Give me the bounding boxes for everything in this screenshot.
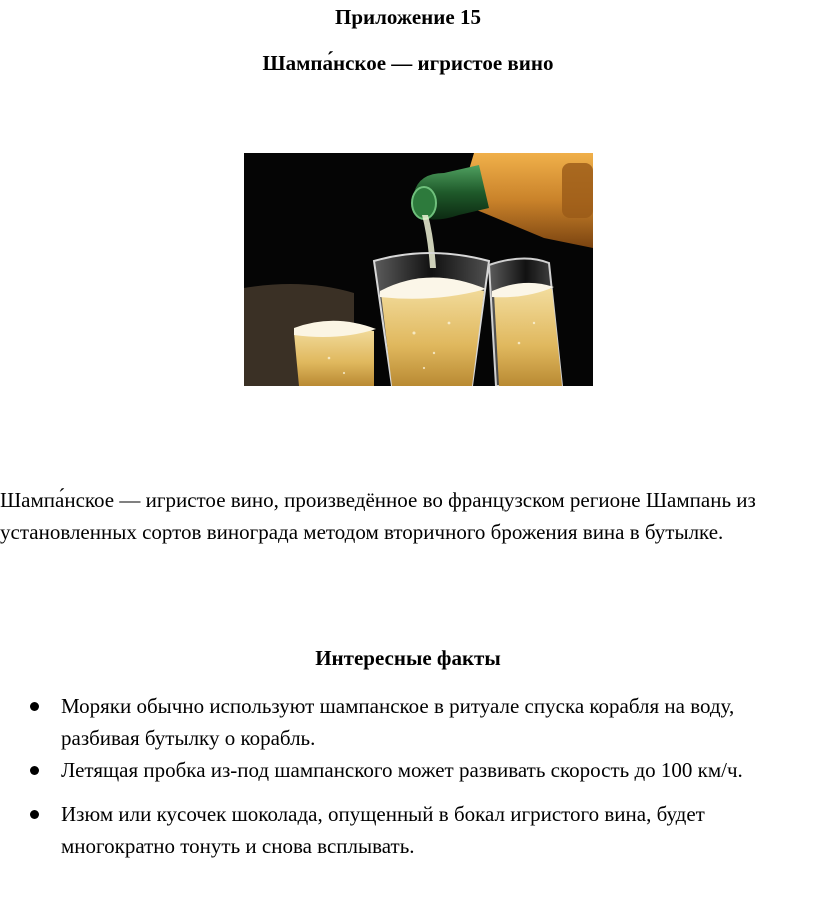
bullet-dot-icon (30, 810, 39, 819)
fact-text: Моряки обычно используют шампанское в ритуале спуска корабля на воду, разбивая бутылку о корабль. (61, 694, 735, 750)
bullet-dot-icon (30, 766, 39, 775)
list-item (0, 690, 812, 754)
list-item (0, 754, 812, 786)
bullet-dot-icon (30, 702, 39, 711)
fact-text: Изюм или кусочек шоколада, опущенный в бокал игристого вина, будет многократно тонуть и снова всплывать. (61, 802, 705, 858)
champagne-photo (244, 153, 593, 386)
list-item (0, 798, 812, 862)
appendix-label: Приложение 15 (335, 5, 481, 29)
page-title: Шампа́нское — игристое вино (262, 51, 554, 75)
intro-paragraph: Шампа́нское — игристое вино, произведённое во французском регионе Шампань из установленных сортов винограда методом вторичного брожения вина в бутылке. (0, 488, 756, 544)
facts-heading: Интересные факты (315, 646, 501, 670)
facts-list (0, 690, 812, 862)
fact-text: Летящая пробка из-под шампанского может развивать скорость до 100 км/ч. (61, 758, 743, 782)
